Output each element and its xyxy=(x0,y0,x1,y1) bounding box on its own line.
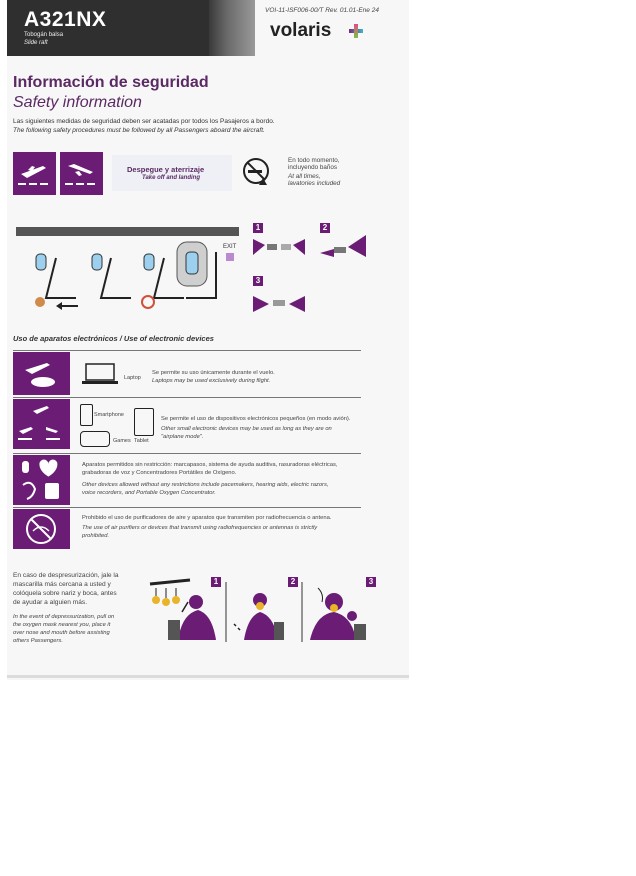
no-smoking-en-1: At all times, xyxy=(288,173,321,180)
oxygen-text-en-1: In the event of depressurization, pull on xyxy=(13,614,115,620)
oxygen-step-1-number: 1 xyxy=(211,577,221,587)
oxygen-text-es-1: En caso de despresurización, jale la xyxy=(13,572,119,579)
tablet-label: Tablet xyxy=(134,438,149,444)
medical-text-es-1: Aparatos permitidos sin restricción: marcapasos, sistema de ayuda auditiva, rasuradoras eléctricas, xyxy=(82,462,338,468)
prohibited-text-en-2: prohibited. xyxy=(82,533,110,539)
oxygen-text-es-2: mascarilla más cercana a usted y xyxy=(13,581,111,588)
divider-1 xyxy=(13,350,361,351)
oxygen-mask-illustration xyxy=(148,578,376,646)
small-devices-text-en-2: "airplane mode". xyxy=(161,434,204,440)
card-edge xyxy=(7,675,409,678)
intro-es: Las siguientes medidas de seguridad deben ser acatadas por todos los Pasajeros a bordo. xyxy=(13,118,275,125)
exit-sign: EXIT xyxy=(223,244,237,250)
cabin-ceiling-strip xyxy=(16,227,239,236)
page-title-es: Información de seguridad xyxy=(13,74,209,91)
small-devices-text-es: Se permite el uso de dispositivos electrónicos pequeños (en modo avión). xyxy=(161,416,351,422)
takeoff-label-en: Take off and landing xyxy=(142,175,201,181)
games-label: Games xyxy=(113,438,131,444)
divider-2 xyxy=(13,397,361,398)
subtitle-es: Tobogán balsa xyxy=(24,32,64,38)
laptop-label: Laptop xyxy=(124,375,141,381)
no-smoking-icon xyxy=(241,156,271,186)
oxygen-text-en-2: the oxygen mask nearest you, place it xyxy=(13,622,111,628)
small-devices-text-en-1: Other small electronic devices may be used as long as they are on xyxy=(161,426,332,432)
subtitle-en: Slide raft xyxy=(24,40,48,46)
no-smoking-en-2: lavatories included xyxy=(288,180,341,187)
smartphone-label: Smartphone xyxy=(94,412,124,418)
seatbelt-step-2-number: 2 xyxy=(320,223,330,233)
divider-3 xyxy=(13,453,361,454)
seatbelt-release-icon xyxy=(253,288,305,312)
small-devices-icon xyxy=(13,399,70,449)
oxygen-text-en-4: others Passengers. xyxy=(13,638,63,644)
brand-logo-text: volaris xyxy=(270,20,332,41)
oxygen-step-3-number: 3 xyxy=(366,577,376,587)
oxygen-step-2-number: 2 xyxy=(288,577,298,587)
seatbelt-step-3-number: 3 xyxy=(253,276,263,286)
laptop-text-en: Laptops may be used exclusively during flight. xyxy=(152,378,271,384)
electronics-section-title: Uso de aparatos electrónicos / Use of electronic devices xyxy=(13,334,214,343)
seatbelt-fasten-icon xyxy=(253,235,305,257)
tablet-icon xyxy=(134,408,154,436)
oxygen-text-es-3: colóquela sobre nariz y boca, antes xyxy=(13,590,117,597)
no-smoking-es-2: incluyendo baños xyxy=(288,164,338,171)
prohibited-devices-icon xyxy=(13,509,70,549)
inflight-icon xyxy=(13,352,70,395)
laptop-icon xyxy=(82,363,118,385)
prohibited-text-es: Prohibido el uso de purificadores de aire y aparatos que transmiten por radiofrecuencia o antena. xyxy=(82,515,332,521)
brand-plus-icon xyxy=(349,24,363,38)
takeoff-label-es: Despegue y aterrizaje xyxy=(127,165,205,174)
takeoff-icon xyxy=(13,152,56,195)
medical-devices-icon xyxy=(13,455,70,505)
landing-icon xyxy=(60,152,103,195)
laptop-text-es: Se permite su uso únicamente durante el vuelo. xyxy=(152,370,275,376)
medical-text-en-1: Other devices allowed without any restrictions include pacemakers, hearing aids, electric razors, xyxy=(82,482,329,488)
document-reference: VOI-11-ISF006-00/T Rev. 01.01-Ene 24 xyxy=(265,7,379,14)
seatbelt-step-1-number: 1 xyxy=(253,223,263,233)
medical-text-en-2: voice recorders, and Portable Oxygen Concentrator. xyxy=(82,490,216,496)
medical-text-es-2: grabadoras de voz y Concentradores Portátiles de Oxígeno. xyxy=(82,470,237,476)
divider-4 xyxy=(13,507,361,508)
games-console-icon xyxy=(80,431,110,447)
intro-en: The following safety procedures must be followed by all Passengers aboard the aircraft. xyxy=(13,127,265,134)
oxygen-text-en-3: over nose and mouth before assisting xyxy=(13,630,110,636)
page-title-en: Safety information xyxy=(13,94,142,111)
prohibited-text-en-1: The use of air purifiers or devices that transmit using radiofrequencies or antennas is strictly xyxy=(82,525,318,531)
smartphone-icon xyxy=(80,404,93,426)
seat-position-illustration xyxy=(16,238,239,318)
seatbelt-tighten-icon xyxy=(320,233,366,257)
oxygen-text-es-4: de ayudar a alguien más. xyxy=(13,599,88,606)
aircraft-model: A321NX xyxy=(24,8,107,31)
exit-light-icon xyxy=(226,253,234,261)
no-smoking-es-1: En todo momento, xyxy=(288,157,340,164)
header-gradient xyxy=(209,0,255,56)
